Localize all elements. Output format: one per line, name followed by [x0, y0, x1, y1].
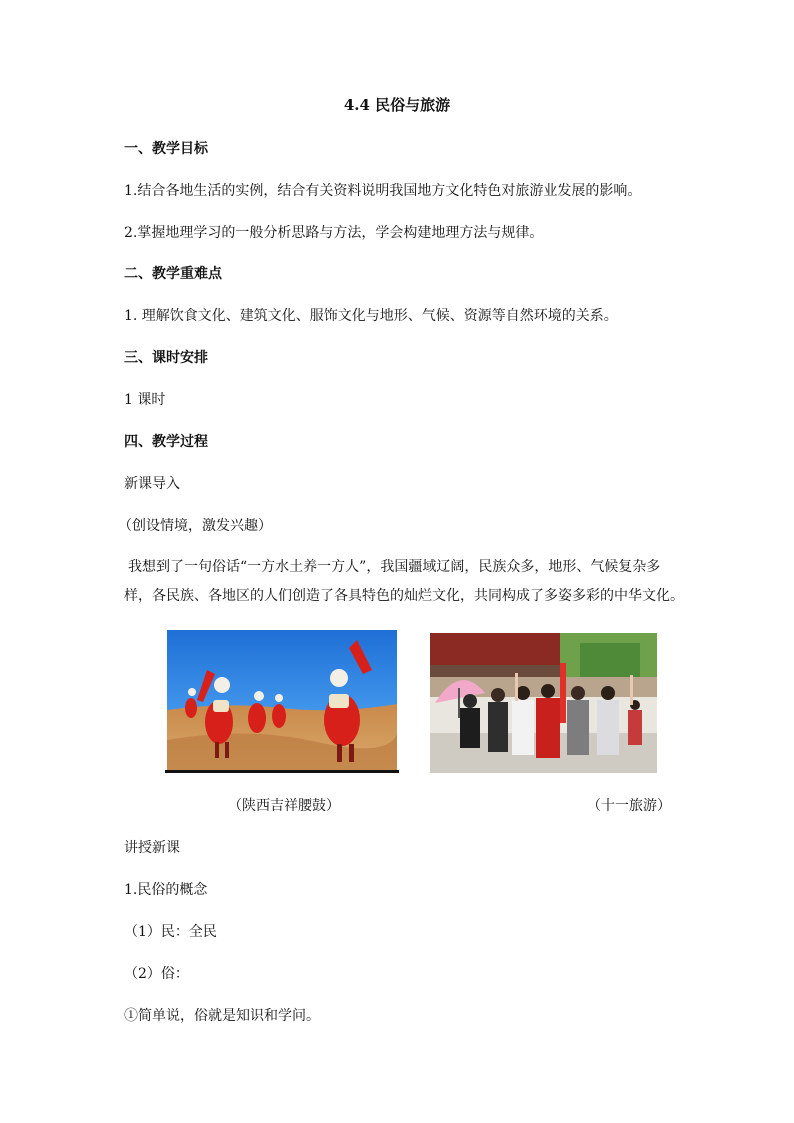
tourism-image: [430, 633, 657, 773]
waist-drum-photo: [167, 630, 397, 770]
page-title: 4.4 民俗与旅游: [343, 96, 451, 114]
schedule-text: 1 课时: [124, 392, 166, 408]
section-heading-goals: 一、教学目标: [124, 141, 208, 157]
caption-waist-drum: （陕西吉祥腰鼓）: [228, 798, 340, 814]
item-1-1: （1）民：全民: [124, 924, 217, 940]
goal-2: 2.掌握地理学习的一般分析思路与方法，学会构建地理方法与规律。: [124, 225, 544, 241]
tourism-photo: [430, 633, 657, 773]
intro-note: （创设情境，激发兴趣）: [118, 518, 272, 534]
waist-drum-image: [167, 630, 397, 770]
intro-label: 新课导入: [124, 476, 180, 492]
lecture-label: 讲授新课: [124, 840, 180, 856]
section-heading-process: 四、教学过程: [124, 434, 208, 450]
photo-underline: [165, 770, 399, 773]
caption-tourism: （十一旅游）: [587, 798, 671, 814]
section-heading-schedule: 三、课时安排: [124, 350, 208, 366]
item-1-2-a: ①简单说，俗就是知识和学问。: [124, 1008, 320, 1024]
intro-paragraph-line-1: 我想到了一句俗话“一方水土养一方人”，我国疆域辽阔，民族众多，地形、气候复杂多: [128, 559, 661, 575]
goal-1: 1.结合各地生活的实例，结合有关资料说明我国地方文化特色对旅游业发展的影响。: [124, 183, 642, 199]
item-1-2: （2）俗：: [124, 966, 189, 982]
intro-paragraph-line-2: 样，各民族、各地区的人们创造了各具特色的灿烂文化，共同构成了多姿多彩的中华文化。: [124, 588, 684, 604]
key-point-1: 1. 理解饮食文化、建筑文化、服饰文化与地形、气候、资源等自然环境的关系。: [124, 308, 618, 324]
item-1: 1.民俗的概念: [124, 882, 208, 898]
section-heading-key-points: 二、教学重难点: [124, 266, 222, 282]
